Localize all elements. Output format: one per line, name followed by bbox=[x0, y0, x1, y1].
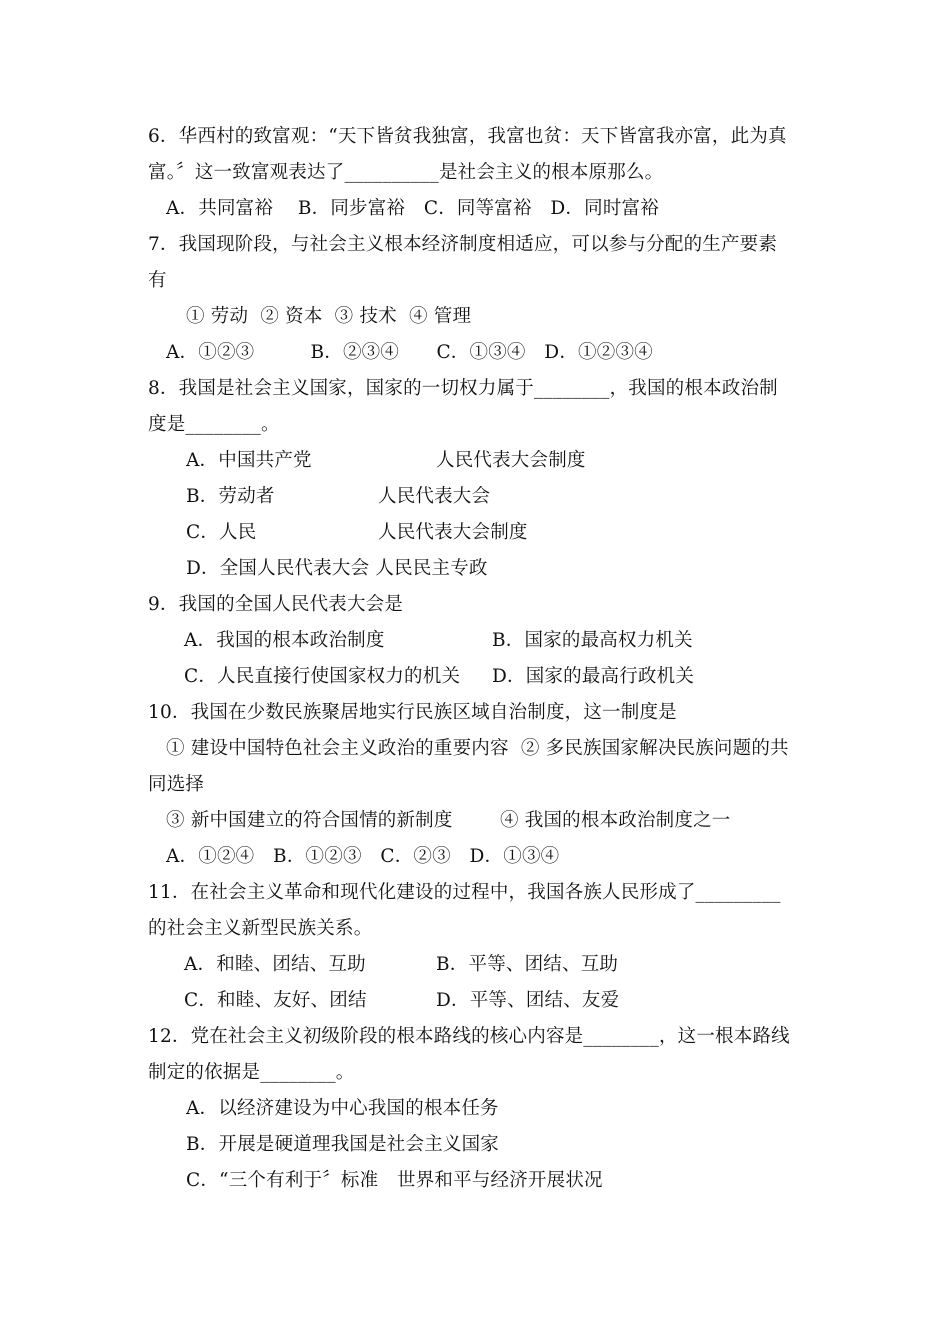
q12-stem-line1: 12．党在社会主义初级阶段的根本路线的核心内容是________，这一根本路线 bbox=[148, 1026, 790, 1047]
q8-option-b-second: 人民代表大会 bbox=[378, 486, 491, 507]
q10-items-1-2-cont: 同选择 bbox=[148, 774, 205, 795]
q8-option-c: C．人民 bbox=[186, 522, 257, 543]
q12-option-b: B．开展是硬道理我国是社会主义国家 bbox=[186, 1134, 499, 1155]
q8-option-d: D．全国人民代表大会 人民民主专政 bbox=[186, 558, 488, 579]
q12-option-a: A．以经济建设为中心我国的根本任务 bbox=[186, 1098, 499, 1119]
q6-options: A．共同富裕 B．同步富裕 C．同等富裕 D．同时富裕 bbox=[166, 198, 659, 219]
q7-stem-line1: 7．我国现阶段，与社会主义根本经济制度相适应，可以参与分配的生产要素 bbox=[148, 234, 778, 255]
q8-option-c-second: 人民代表大会制度 bbox=[378, 522, 528, 543]
q7-options: A．①②③ B．②③④ C．①③④ D．①②③④ bbox=[166, 342, 653, 363]
q9-option-d: D．国家的最高行政机关 bbox=[492, 666, 695, 687]
q9-option-a: A．我国的根本政治制度 bbox=[184, 630, 385, 651]
q10-item-3: ③ 新中国建立的符合国情的新制度 bbox=[166, 810, 453, 831]
q10-stem: 10．我国在少数民族聚居地实行民族区域自治制度，这一制度是 bbox=[148, 702, 677, 723]
q8-stem-line2: 度是________。 bbox=[148, 414, 280, 435]
q11-option-c: C．和睦、友好、团结 bbox=[184, 990, 367, 1011]
q11-stem-line2: 的社会主义新型民族关系。 bbox=[148, 918, 373, 939]
q12-option-c: C．“三个有利于〞标准 世界和平与经济开展状况 bbox=[186, 1170, 603, 1191]
q11-option-a: A．和睦、团结、互助 bbox=[184, 954, 366, 975]
q6-stem-line2: 富。〞这一致富观表达了__________是社会主义的根本原那么。 bbox=[148, 162, 664, 183]
q10-options: A．①②④ B．①②③ C．②③ D．①③④ bbox=[166, 846, 560, 867]
q10-item-4: ④ 我国的根本政治制度之一 bbox=[500, 810, 731, 831]
q11-stem-line1: 11．在社会主义革命和现代化建设的过程中，我国各族人民形成了_________ bbox=[148, 882, 781, 903]
q8-stem-line1: 8．我国是社会主义国家，国家的一切权力属于________，我国的根本政治制 bbox=[148, 378, 778, 399]
q9-option-c: C．人民直接行使国家权力的机关 bbox=[184, 666, 461, 687]
q9-stem: 9．我国的全国人民代表大会是 bbox=[148, 594, 404, 615]
q9-option-b: B．国家的最高权力机关 bbox=[492, 630, 693, 651]
q8-option-a: A．中国共产党 bbox=[186, 450, 312, 471]
q10-items-1-2: ① 建设中国特色社会主义政治的重要内容 ② 多民族国家解决民族问题的共 bbox=[166, 738, 789, 759]
q11-option-d: D．平等、团结、友爱 bbox=[436, 990, 620, 1011]
q12-stem-line2: 制定的依据是________。 bbox=[148, 1062, 355, 1083]
q8-option-a-second: 人民代表大会制度 bbox=[436, 450, 586, 471]
q8-option-b: B．劳动者 bbox=[186, 486, 275, 507]
q6-stem-line1: 6．华西村的致富观：“天下皆贫我独富，我富也贫：天下皆富我亦富，此为真 bbox=[148, 126, 787, 147]
q11-option-b: B．平等、团结、互助 bbox=[436, 954, 619, 975]
q7-items: ① 劳动 ② 资本 ③ 技术 ④ 管理 bbox=[186, 306, 472, 327]
q7-stem-line2: 有 bbox=[148, 270, 167, 291]
